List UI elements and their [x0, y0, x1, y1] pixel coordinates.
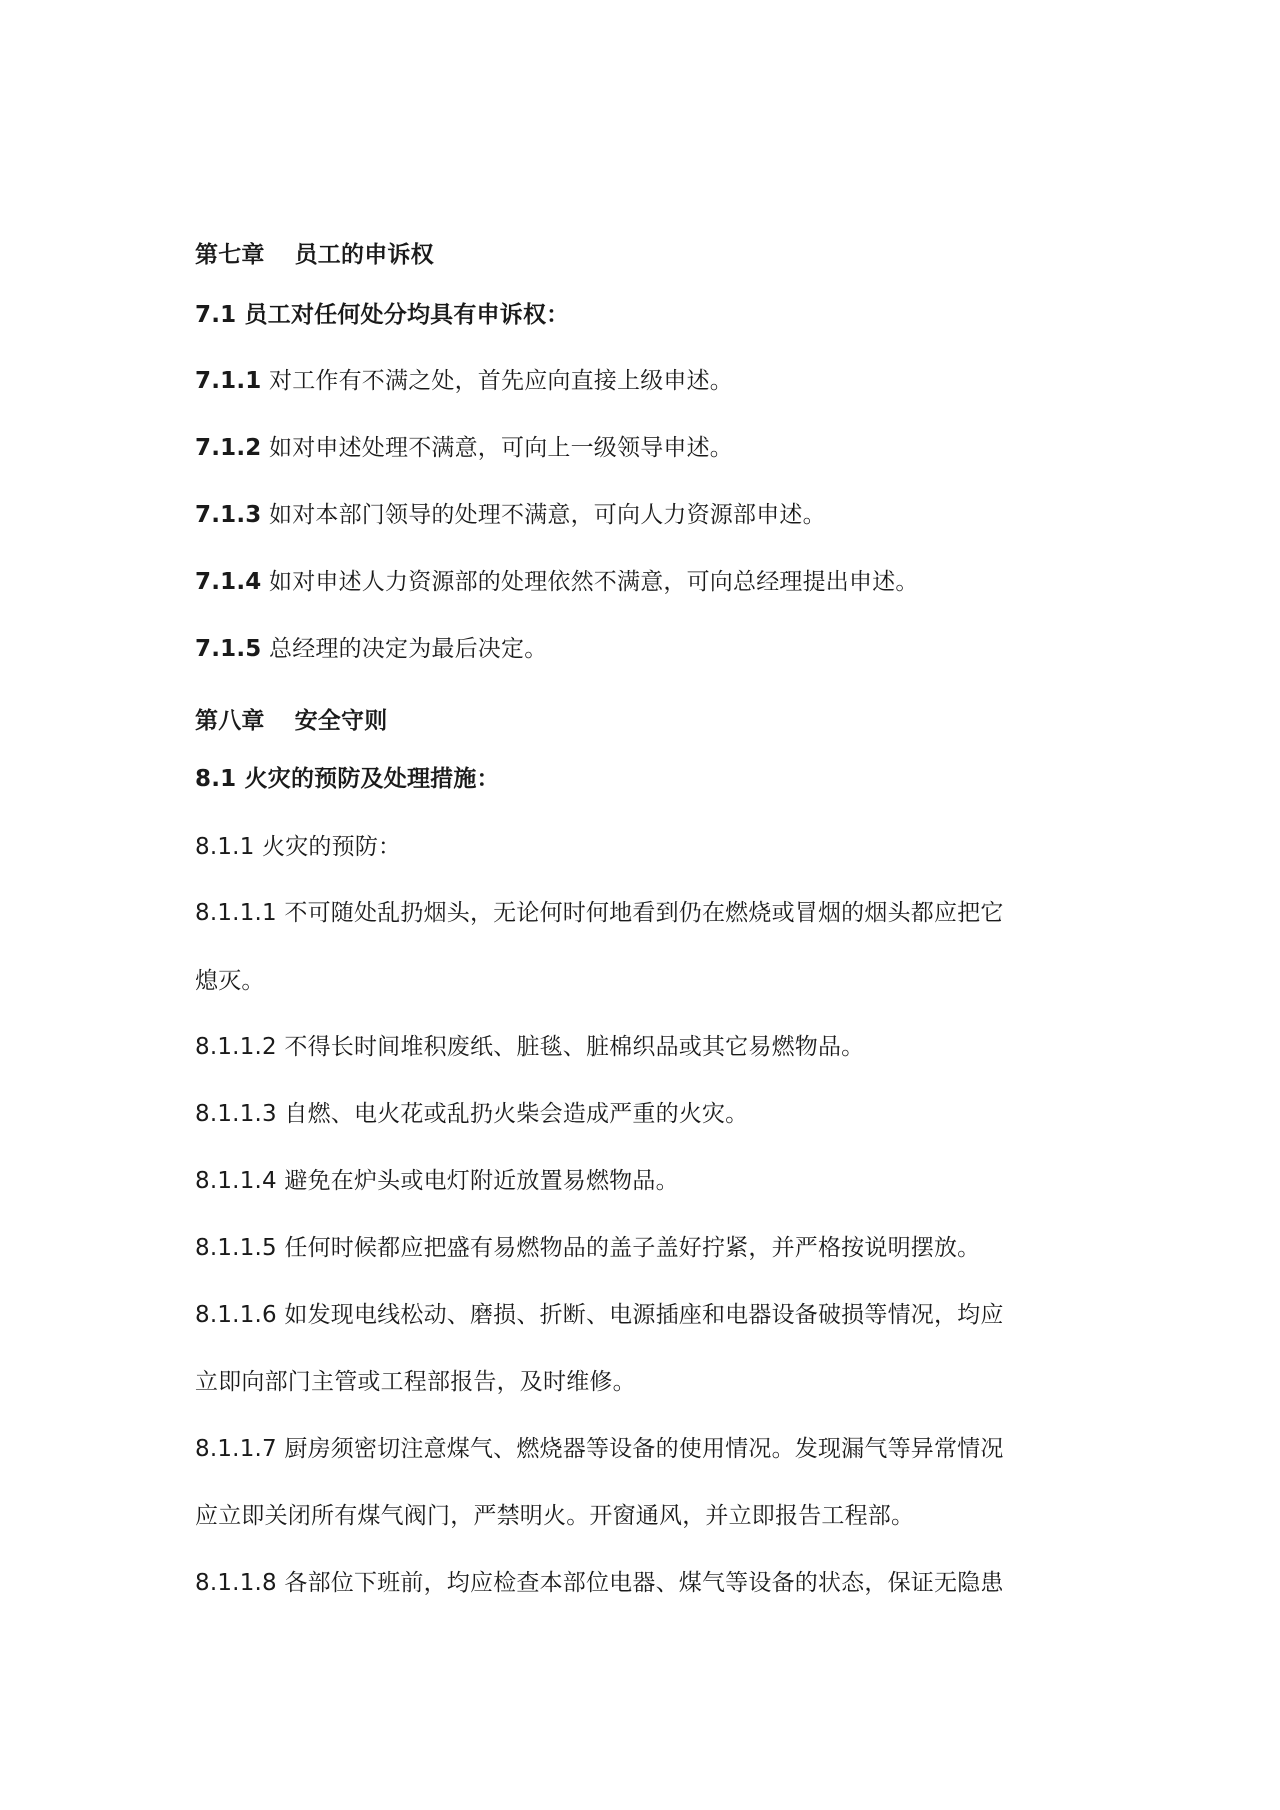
section-7-1-heading: 7.1 员工对任何处分均具有申诉权： — [195, 302, 570, 328]
clause-7-1-3 — [195, 498, 1095, 532]
chapter-8-title: 安全守则 — [294, 708, 388, 734]
clause-number: 7.1.5 — [195, 636, 262, 662]
clause-7-1-4 — [195, 565, 1095, 599]
clause-text: 如对本部门领导的处理不满意，可向人力资源部申述。 — [261, 502, 826, 528]
clause-8-1-1-1-line1: 8.1.1.1 不可随处乱扔烟头，无论何时何地看到仍在燃烧或冒烟的烟头都应把它 — [195, 900, 1004, 926]
clause-8-1-1-4: 8.1.1.4 避免在炉头或电灯附近放置易燃物品。 — [195, 1168, 679, 1194]
clause-text: 如对申述人力资源部的处理依然不满意，可向总经理提出申述。 — [261, 569, 919, 595]
clause-8-1-1-6-line1: 8.1.1.6 如发现电线松动、磨损、折断、电源插座和电器设备破损等情况，均应 — [195, 1302, 1004, 1328]
clause-text: 对工作有不满之处，首先应向直接上级申述。 — [261, 368, 734, 394]
clause-text: 总经理的决定为最后决定。 — [261, 636, 548, 662]
chapter-8-label: 第八章 — [195, 708, 265, 734]
clause-text: 如对申述处理不满意，可向上一级领导申述。 — [261, 435, 734, 461]
clause-7-1-5 — [195, 632, 1095, 666]
chapter-8-heading — [195, 704, 1095, 738]
clause-8-1-1-5: 8.1.1.5 任何时候都应把盛有易燃物品的盖子盖好拧紧，并严格按说明摆放。 — [195, 1235, 981, 1261]
clause-number: 7.1.2 — [195, 435, 262, 461]
clause-8-1-1-2: 8.1.1.2 不得长时间堆积废纸、脏毯、脏棉织品或其它易燃物品。 — [195, 1034, 865, 1060]
chapter-7-title: 员工的申诉权 — [294, 242, 434, 268]
clause-7-1-2 — [195, 431, 1095, 465]
chapter-7-label: 第七章 — [195, 242, 265, 268]
clause-number: 7.1.3 — [195, 502, 262, 528]
clause-7-1-1 — [195, 364, 1095, 398]
clause-8-1-1-6-line2: 立即向部门主管或工程部报告，及时维修。 — [195, 1369, 636, 1395]
clause-8-1-1-8-line1: 8.1.1.8 各部位下班前，均应检查本部位电器、煤气等设备的状态，保证无隐患 — [195, 1570, 1004, 1596]
subsection-8-1-1: 8.1.1 火灾的预防： — [195, 834, 402, 860]
chapter-7-heading — [195, 238, 1095, 272]
clause-number: 7.1.1 — [195, 368, 262, 394]
clause-8-1-1-3: 8.1.1.3 自燃、电火花或乱扔火柴会造成严重的火灾。 — [195, 1101, 749, 1127]
clause-8-1-1-7-line2: 应立即关闭所有煤气阀门，严禁明火。开窗通风，并立即报告工程部。 — [195, 1503, 915, 1529]
section-8-1-heading: 8.1 火灾的预防及处理措施： — [195, 766, 500, 792]
clause-8-1-1-1-line2: 熄灭。 — [195, 968, 265, 994]
clause-8-1-1-7-line1: 8.1.1.7 厨房须密切注意煤气、燃烧器等设备的使用情况。发现漏气等异常情况 — [195, 1436, 1004, 1462]
clause-number: 7.1.4 — [195, 569, 262, 595]
